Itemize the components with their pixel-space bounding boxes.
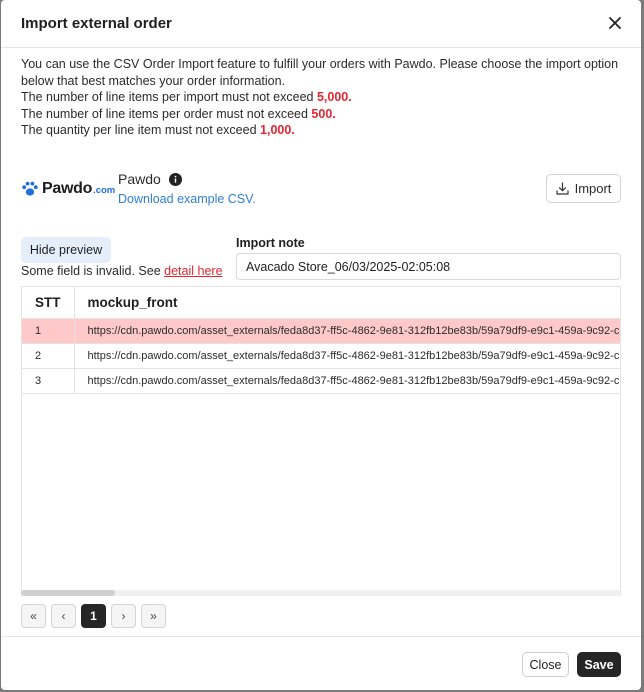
modal-title: Import external order xyxy=(21,15,172,32)
detail-here-link[interactable]: detail here xyxy=(164,264,223,278)
table-row[interactable] xyxy=(22,368,621,393)
close-button[interactable]: Close xyxy=(522,652,569,677)
intro-line-2: The number of line items per import must not exceed 5,000. xyxy=(21,90,352,104)
logo-text: Pawdo xyxy=(42,180,93,197)
pagination xyxy=(21,604,166,628)
download-icon xyxy=(556,182,569,195)
intro-text xyxy=(21,56,631,139)
import-note-input[interactable] xyxy=(236,253,621,280)
cell-stt: 2 xyxy=(22,343,74,368)
intro-line-3: The number of line items per order must not exceed 500. xyxy=(21,106,336,121)
save-button[interactable]: Save xyxy=(577,652,621,677)
prev-page-button[interactable]: ‹ xyxy=(51,604,76,628)
max-quantity-per-item: 1,000. xyxy=(260,123,295,137)
next-page-button[interactable]: › xyxy=(111,604,136,628)
cell-stt: 3 xyxy=(22,368,74,393)
current-page-button[interactable]: 1 xyxy=(81,604,106,628)
first-page-button[interactable]: « xyxy=(21,604,46,628)
intro-line-4: The quantity per line item must not exceed 1,000. xyxy=(21,123,295,137)
cell-mockup-front: https://cdn.pawdo.com/asset_externals/feda8d37-ff5c-4862-9e81-312fb12be83b/59a79df9-e9c1-459a-9c92-c xyxy=(74,318,621,343)
cell-mockup-front: https://cdn.pawdo.com/asset_externals/feda8d37-ff5c-4862-9e81-312fb12be83b/59a79df9-e9c1-459a-9c92-c xyxy=(74,368,621,393)
cell-mockup-front: https://cdn.pawdo.com/asset_externals/feda8d37-ff5c-4862-9e81-312fb12be83b/59a79df9-e9c1-459a-9c92-c xyxy=(74,343,621,368)
column-header-mockup-front: mockup_front xyxy=(74,287,621,318)
column-header-stt: STT xyxy=(22,287,74,318)
table-row[interactable] xyxy=(22,318,621,343)
preview-table xyxy=(21,286,621,596)
horizontal-scrollbar[interactable] xyxy=(21,590,621,596)
provider-name: Pawdo xyxy=(118,171,182,187)
intro-line-1: You can use the CSV Order Import feature to fulfill your orders with Pawdo. Please choose the import option below that best matches your order information. xyxy=(21,57,619,88)
import-button[interactable]: Import xyxy=(546,174,621,203)
pawdo-logo xyxy=(21,178,115,200)
cell-stt: 1 xyxy=(22,318,74,343)
table-header-row xyxy=(22,287,621,318)
modal-footer xyxy=(1,636,641,690)
invalid-field-message: Some field is invalid. See detail here xyxy=(21,264,223,278)
logo-suffix: .com xyxy=(93,185,116,196)
close-icon[interactable] xyxy=(605,13,625,33)
max-items-per-order: 500. xyxy=(311,106,336,121)
last-page-button[interactable]: » xyxy=(141,604,166,628)
scrollbar-thumb[interactable] xyxy=(21,590,115,596)
import-note-label: Import note xyxy=(236,236,305,250)
import-order-modal xyxy=(1,0,641,690)
table-row[interactable] xyxy=(22,343,621,368)
hide-preview-button[interactable]: Hide preview xyxy=(21,237,111,263)
max-items-per-import: 5,000. xyxy=(316,90,352,104)
paw-icon xyxy=(21,180,39,198)
modal-header xyxy=(1,0,641,48)
info-icon[interactable] xyxy=(169,173,182,186)
download-example-csv-link[interactable]: Download example CSV. xyxy=(118,192,256,206)
